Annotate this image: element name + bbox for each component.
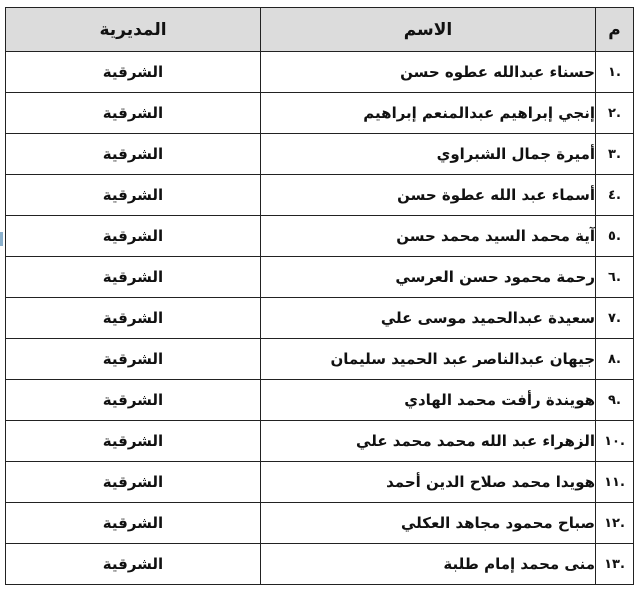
directorate-cell: الشرقية	[6, 216, 261, 257]
directorate-cell: الشرقية	[6, 380, 261, 421]
table-row	[6, 298, 634, 339]
header-row	[6, 8, 634, 52]
row-number: .٧	[596, 298, 634, 339]
row-number: .١١	[596, 462, 634, 503]
directorate-cell: الشرقية	[6, 339, 261, 380]
row-number: .١٢	[596, 503, 634, 544]
directorate-cell: الشرقية	[6, 93, 261, 134]
table-row	[6, 503, 634, 544]
person-name: هويندة رأفت محمد الهادي	[261, 380, 596, 421]
directorate-cell: الشرقية	[6, 134, 261, 175]
directorate-cell: الشرقية	[6, 421, 261, 462]
person-name: جيهان عبدالناصر عبد الحميد سليمان	[261, 339, 596, 380]
table-row	[6, 544, 634, 585]
table-row	[6, 175, 634, 216]
row-number: .٩	[596, 380, 634, 421]
row-number: .٢	[596, 93, 634, 134]
table-row	[6, 52, 634, 93]
person-name: منى محمد إمام طلبة	[261, 544, 596, 585]
row-number: .٦	[596, 257, 634, 298]
person-name: صباح محمود مجاهد العكلي	[261, 503, 596, 544]
row-number: .٣	[596, 134, 634, 175]
row-number: .١٣	[596, 544, 634, 585]
person-name: أسماء عبد الله عطوة حسن	[261, 175, 596, 216]
table-row	[6, 462, 634, 503]
row-number: .١	[596, 52, 634, 93]
header-directorate: المديرية	[6, 8, 261, 52]
person-name: حسناء عبدالله عطوه حسن	[261, 52, 596, 93]
table-row	[6, 339, 634, 380]
directorate-cell: الشرقية	[6, 298, 261, 339]
directorate-cell: الشرقية	[6, 257, 261, 298]
table-row	[6, 257, 634, 298]
person-name: الزهراء عبد الله محمد محمد علي	[261, 421, 596, 462]
left-edge-mark	[0, 232, 3, 246]
table-row	[6, 134, 634, 175]
header-name: الاسم	[261, 8, 596, 52]
row-number: .٨	[596, 339, 634, 380]
table-row	[6, 216, 634, 257]
person-name: رحمة محمود حسن العرسي	[261, 257, 596, 298]
table-row	[6, 93, 634, 134]
person-name: سعيدة عبدالحميد موسى علي	[261, 298, 596, 339]
person-name: أميرة جمال الشبراوي	[261, 134, 596, 175]
row-number: .٤	[596, 175, 634, 216]
document-page	[5, 7, 633, 585]
directorate-cell: الشرقية	[6, 544, 261, 585]
directorate-cell: الشرقية	[6, 52, 261, 93]
person-name: آية محمد السيد محمد حسن	[261, 216, 596, 257]
table-row	[6, 421, 634, 462]
header-num: م	[596, 8, 634, 52]
names-table	[5, 7, 634, 585]
directorate-cell: الشرقية	[6, 462, 261, 503]
person-name: هويدا محمد صلاح الدين أحمد	[261, 462, 596, 503]
directorate-cell: الشرقية	[6, 175, 261, 216]
row-number: .٥	[596, 216, 634, 257]
directorate-cell: الشرقية	[6, 503, 261, 544]
table-row	[6, 380, 634, 421]
row-number: .١٠	[596, 421, 634, 462]
person-name: إنجي إبراهيم عبدالمنعم إبراهيم	[261, 93, 596, 134]
